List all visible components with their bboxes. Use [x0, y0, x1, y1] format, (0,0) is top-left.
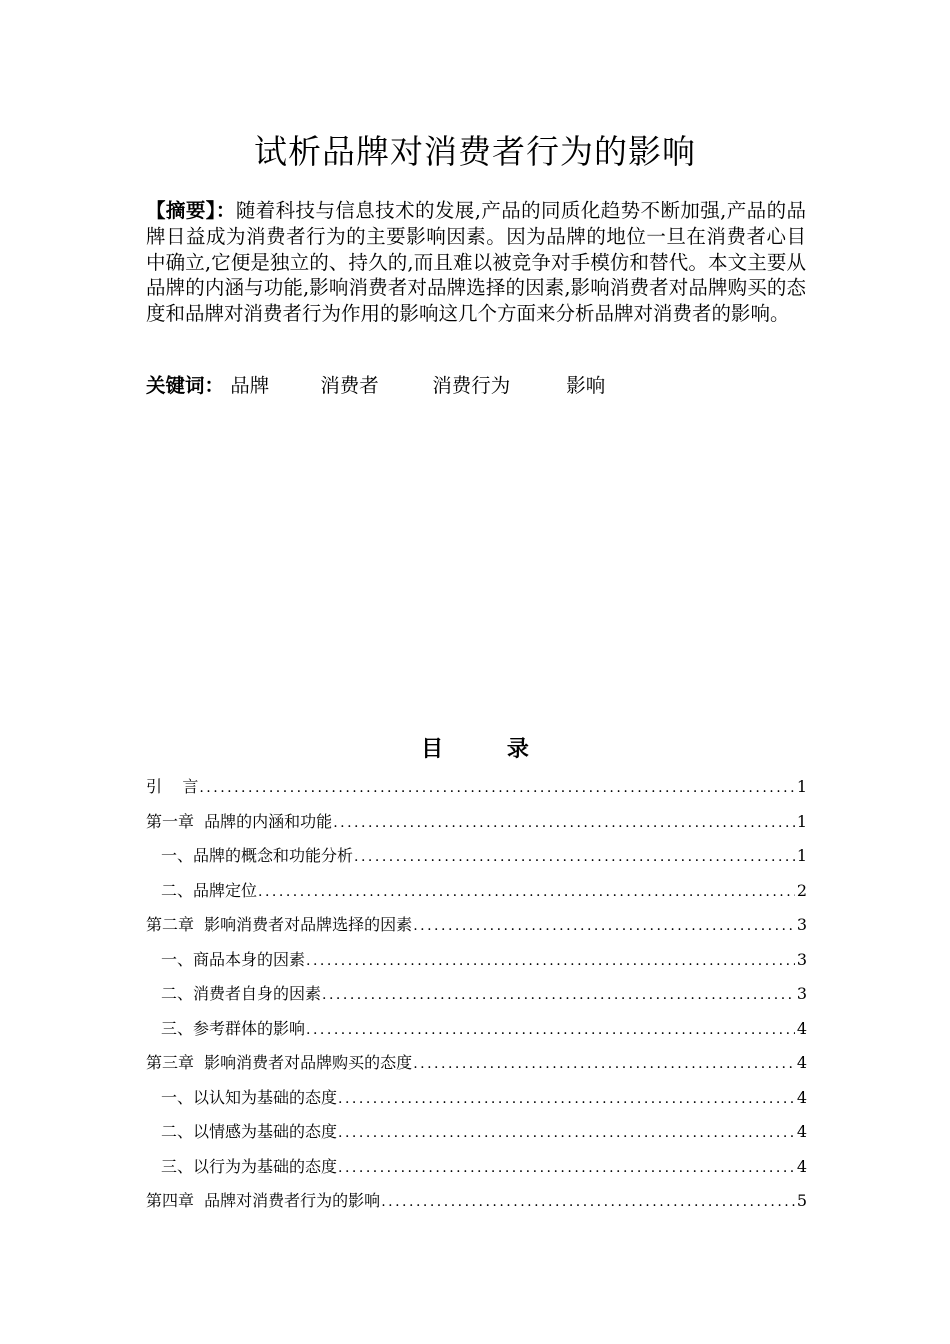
toc-entry-label: 第二章 影响消费者对品牌选择的因素 [146, 915, 413, 934]
toc-entry-label: 三、参考群体的影响 [161, 1018, 306, 1038]
keyword-item: 品牌 [230, 374, 270, 397]
toc-entry-label: 二、消费者自身的因素 [161, 984, 322, 1003]
keyword-item: 消费行为 [432, 374, 511, 397]
toc-entry[interactable] [146, 1046, 807, 1081]
toc-page-number: 2 [796, 880, 807, 900]
toc-entry[interactable] [146, 1184, 807, 1219]
paper-title: 试析品牌对消费者行为的影响 [254, 132, 696, 171]
toc-entry[interactable] [146, 805, 807, 840]
abstract-colon: ： [215, 199, 236, 222]
toc-page-number: 3 [796, 949, 807, 969]
toc-entry[interactable] [146, 908, 807, 943]
toc-entry[interactable] [146, 977, 807, 1012]
toc-entry-label: 引 言 [146, 777, 199, 796]
abstract-label: 【摘要】 [146, 199, 216, 222]
abstract-text: 随着科技与信息技术的发展,产品的同质化趋势不断加强,产品的品牌日益成为消费者行为的主要影响因素。因为品牌的地位一旦在消费者心目中确立,它便是独立的、持久的,而且难以被竞争对手模仿和替代。本文主要从品牌的内涵与功能,影响消费者对品牌选择的因素,影响消费者对品牌购买的态度和品牌对消费者行为作用的影响这几个方面来分析品牌对消费者的影响。 [146, 199, 806, 326]
toc-entry-label: 第三章 影响消费者对品牌购买的态度 [146, 1053, 413, 1072]
toc-leader-dots [338, 1151, 795, 1185]
toc-leader-dots [258, 875, 795, 909]
toc-leader-dots [333, 806, 795, 840]
keyword-item: 影响 [566, 374, 606, 397]
toc-leader-dots [413, 1047, 795, 1081]
toc-entry[interactable] [146, 839, 807, 874]
toc-page-number: 1 [796, 846, 807, 865]
toc-page-number: 1 [796, 811, 807, 831]
toc-leader-dots [338, 1116, 795, 1150]
toc-entry[interactable] [146, 770, 807, 805]
toc-entry-label: 第一章 品牌的内涵和功能 [146, 811, 333, 831]
toc-page-number: 3 [796, 915, 807, 934]
toc-heading: 目 录 [421, 737, 557, 762]
toc-entry[interactable] [146, 943, 807, 978]
toc-page-number: 4 [796, 1156, 807, 1176]
toc-entry-label: 一、商品本身的因素 [161, 949, 306, 969]
toc-leader-dots [413, 909, 795, 943]
keyword-item: 消费者 [320, 374, 379, 397]
toc-entry[interactable] [146, 1150, 807, 1185]
toc-entry[interactable] [146, 1012, 807, 1047]
toc-leader-dots [338, 1082, 795, 1116]
toc-page-number: 4 [796, 1122, 807, 1141]
toc-page-number: 5 [796, 1191, 807, 1210]
toc-entry-label: 一、以认知为基础的态度 [161, 1087, 338, 1107]
toc-leader-dots [354, 840, 795, 874]
abstract [146, 198, 806, 327]
toc-entry[interactable] [146, 1081, 807, 1116]
toc-entry-label: 二、以情感为基础的态度 [161, 1122, 338, 1141]
toc-entry[interactable] [146, 1115, 807, 1150]
toc-leader-dots [381, 1185, 795, 1219]
toc-page-number: 3 [796, 984, 807, 1003]
toc-entry-label: 二、品牌定位 [161, 880, 258, 900]
toc-leader-dots [306, 1013, 795, 1047]
toc-page-number: 4 [796, 1018, 807, 1038]
toc-page-number: 4 [796, 1053, 807, 1072]
toc-entry-label: 三、以行为为基础的态度 [161, 1156, 338, 1176]
toc-entry-label: 第四章 品牌对消费者行为的影响 [146, 1191, 381, 1210]
keywords [146, 372, 605, 400]
keywords-label: 关键词： [146, 374, 225, 397]
toc-entry-label: 一、品牌的概念和功能分析 [161, 846, 354, 865]
toc-leader-dots [306, 944, 795, 978]
toc-leader-dots [322, 978, 795, 1012]
table-of-contents [146, 770, 807, 1219]
toc-entry[interactable] [146, 874, 807, 909]
toc-page-number: 4 [796, 1087, 807, 1107]
toc-leader-dots [199, 771, 794, 805]
toc-page-number: 1 [796, 777, 807, 796]
